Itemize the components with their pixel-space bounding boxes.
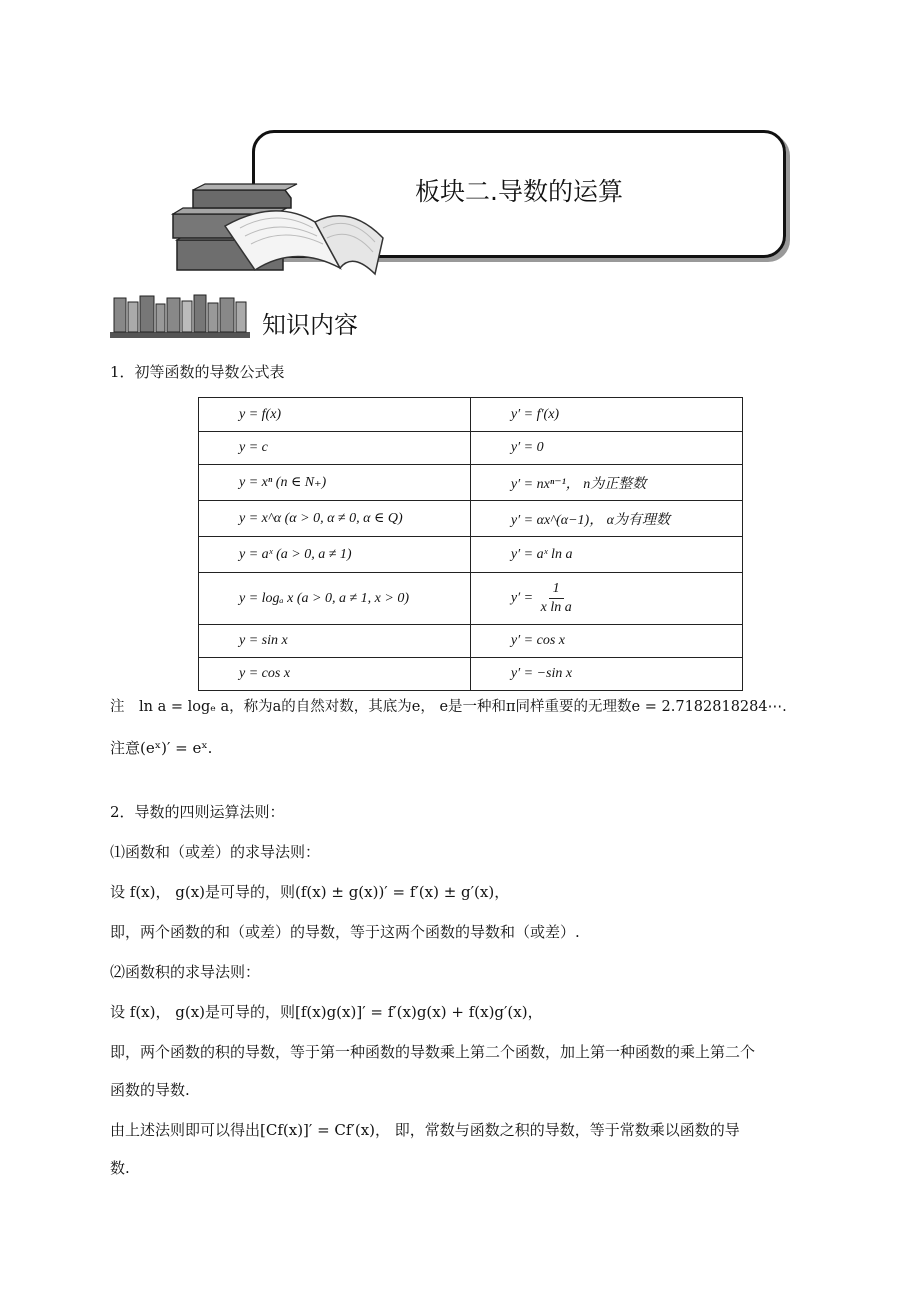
table-cell-function: y = x^α (α > 0, α ≠ 0, α ∈ Q)	[199, 501, 471, 537]
fraction-numerator: 1	[549, 580, 564, 599]
books-icon	[165, 178, 390, 278]
rule-product-explanation: 即，两个函数的积的导数，等于第一种函数的导数乘上第二个函数，加上第一种函数的乘上第二个	[110, 1043, 756, 1061]
table-cell-function: y = c	[199, 432, 471, 465]
table-row	[199, 465, 743, 501]
table-row	[199, 658, 743, 691]
table-row	[199, 625, 743, 658]
rule-constant-multiple-cont: 数.	[110, 1159, 130, 1177]
table-cell-derivative: y′ = nxⁿ⁻¹， n为正整数	[470, 465, 742, 501]
section-title: 知识内容	[262, 311, 358, 339]
table-row	[199, 573, 743, 625]
table-cell-function: y = cos x	[199, 658, 471, 691]
table-cell-derivative: y′ = αx^(α−1)， α为有理数	[470, 501, 742, 537]
rule-product-formula: 设 f(x)， g(x)是可导的，则[f(x)g(x)]′ = f′(x)g(x) + f(x)g′(x)，	[110, 1003, 543, 1021]
fraction-denominator: x ln a	[540, 600, 572, 615]
table-row	[199, 501, 743, 537]
rule-sum-explanation: 即，两个函数的和（或差）的导数，等于这两个函数的导数和（或差）.	[110, 923, 580, 941]
table-cell-derivative: y′ = aˣ ln a	[470, 537, 742, 573]
derivative-formula-table	[198, 397, 743, 691]
table-cell-function: y = xⁿ (n ∈ N₊)	[199, 465, 471, 501]
rule-product-explanation-cont: 函数的导数.	[110, 1081, 190, 1099]
rule-sum-title: ⑴函数和（或差）的求导法则：	[110, 843, 321, 861]
rule-sum-formula: 设 f(x)， g(x)是可导的，则(f(x) ± g(x))′ = f′(x) ± g′(x)，	[110, 883, 510, 901]
item2-heading: 2．导数的四则运算法则：	[110, 803, 285, 821]
table-cell-function: y = sin x	[199, 625, 471, 658]
fraction	[537, 580, 576, 617]
table-cell-function: y = aˣ (a > 0, a ≠ 1)	[199, 537, 471, 573]
table-cell-derivative: y′ = f′(x)	[470, 398, 742, 432]
table-cell-derivative: y′ = −sin x	[470, 658, 742, 691]
note-exp-derivative: 注意(eˣ)′ = eˣ.	[110, 739, 213, 757]
table-cell-derivative: y′ = cos x	[470, 625, 742, 658]
book-shelf-icon	[110, 292, 250, 340]
derivative-prefix: y′ =	[510, 590, 534, 606]
table-cell-derivative: y′ = 0	[470, 432, 742, 465]
table-row	[199, 432, 743, 465]
table-cell-derivative	[470, 573, 742, 625]
note-natural-log: 注 ln a = logₑ a，称为a的自然对数，其底为e， e是一种和π同样重要的无理数e = 2.7182818284⋯.	[110, 699, 787, 715]
table-row	[199, 398, 743, 432]
table-cell-function: y = logₐ x (a > 0, a ≠ 1, x > 0)	[199, 573, 471, 625]
page-title: 板块二.导数的运算	[415, 177, 623, 206]
rule-constant-multiple: 由上述法则即可以得出[Cf(x)]′ = Cf′(x)， 即，常数与函数之积的导数，等于常数乘以函数的导	[110, 1121, 740, 1139]
item1-heading: 1．初等函数的导数公式表	[110, 363, 285, 381]
rule-product-title: ⑵函数积的求导法则：	[110, 963, 261, 981]
table-cell-function: y = f(x)	[199, 398, 471, 432]
table-row	[199, 537, 743, 573]
